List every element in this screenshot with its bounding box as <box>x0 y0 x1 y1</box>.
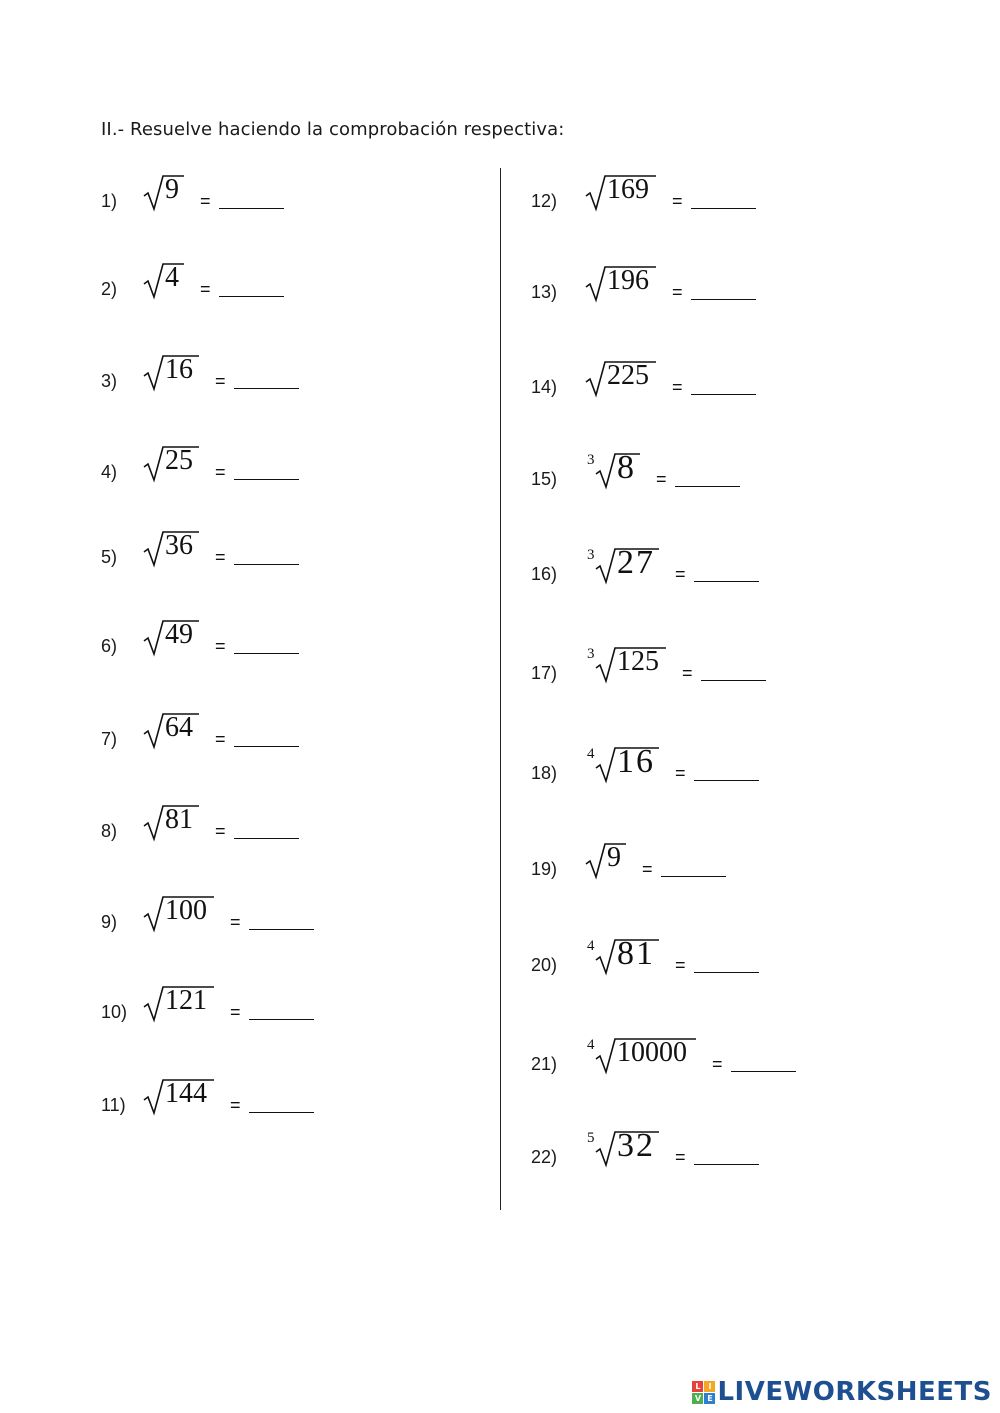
answer-area <box>675 763 759 784</box>
root-index: 4 <box>587 746 595 762</box>
answer-area <box>215 636 299 657</box>
answer-blank[interactable] <box>701 664 766 681</box>
radical-expression <box>585 263 658 303</box>
answer-area <box>215 729 299 750</box>
radicand: 16 <box>165 354 193 385</box>
exercise-item <box>531 738 831 788</box>
radicand: 81 <box>165 804 193 835</box>
answer-blank[interactable] <box>249 1003 314 1020</box>
radicand: 196 <box>607 265 649 296</box>
logo-mark-icon: L I V E <box>692 1381 715 1404</box>
answer-area <box>712 1054 796 1075</box>
answer-area <box>675 1147 759 1168</box>
radicand: 16 <box>617 743 655 780</box>
radicand: 4 <box>165 262 179 293</box>
radicand: 64 <box>165 712 193 743</box>
radical-expression <box>143 528 201 568</box>
answer-area <box>215 462 299 483</box>
equals-sign: = <box>215 821 226 841</box>
equals-sign: = <box>672 282 683 302</box>
exercise-number: 1) <box>101 191 118 211</box>
answer-area <box>672 282 756 303</box>
radical-expression <box>143 443 201 483</box>
answer-blank[interactable] <box>249 1096 314 1113</box>
answer-area <box>682 663 766 684</box>
exercise-number: 16) <box>531 564 558 584</box>
radicand: 121 <box>165 985 207 1016</box>
exercise-item <box>101 977 401 1027</box>
root-index: 3 <box>587 646 595 662</box>
equals-sign: = <box>675 1147 686 1167</box>
radicand: 49 <box>165 619 193 650</box>
exercise-number: 6) <box>101 636 118 656</box>
equals-sign: = <box>675 763 686 783</box>
exercise-number: 4) <box>101 462 118 482</box>
exercise-number: 13) <box>531 282 558 302</box>
exercise-number: 14) <box>531 377 558 397</box>
exercise-number: 17) <box>531 663 558 683</box>
equals-sign: = <box>215 371 226 391</box>
exercise-item <box>531 834 831 884</box>
exercise-item <box>531 1122 831 1172</box>
exercise-item <box>531 444 831 494</box>
equals-sign: = <box>215 729 226 749</box>
equals-sign: = <box>642 859 653 879</box>
root-index: 4 <box>587 938 595 954</box>
radical-expression <box>143 260 186 300</box>
answer-blank[interactable] <box>234 637 299 654</box>
answer-area <box>672 377 756 398</box>
exercise-item <box>531 638 831 688</box>
radicand: 144 <box>165 1078 207 1109</box>
answer-area <box>200 191 284 212</box>
radicand: 32 <box>617 1127 655 1164</box>
answer-blank[interactable] <box>234 822 299 839</box>
radical-expression <box>143 1076 216 1116</box>
answer-area <box>230 1002 314 1023</box>
answer-blank[interactable] <box>691 378 756 395</box>
root-index: 3 <box>587 452 595 468</box>
radicand: 25 <box>165 445 193 476</box>
answer-area <box>215 547 299 568</box>
answer-area <box>215 821 299 842</box>
exercise-item <box>101 522 401 572</box>
radical-expression <box>143 617 201 657</box>
answer-blank[interactable] <box>234 730 299 747</box>
answer-blank[interactable] <box>694 1148 759 1165</box>
radical-expression <box>587 1128 661 1168</box>
exercise-item <box>101 704 401 754</box>
radical-expression <box>585 358 658 398</box>
exercise-item <box>101 796 401 846</box>
exercise-item <box>101 346 401 396</box>
exercise-item <box>531 1029 831 1079</box>
radical-expression <box>587 1035 698 1075</box>
radical-expression <box>143 710 201 750</box>
answer-blank[interactable] <box>694 764 759 781</box>
exercise-item <box>101 611 401 661</box>
column-divider <box>500 168 501 1210</box>
radical-expression <box>587 644 668 684</box>
equals-sign: = <box>682 663 693 683</box>
radicand: 10000 <box>617 1037 687 1068</box>
answer-blank[interactable] <box>249 913 314 930</box>
answer-blank[interactable] <box>219 280 284 297</box>
radical-expression <box>587 545 661 585</box>
exercise-number: 5) <box>101 547 118 567</box>
equals-sign: = <box>656 469 667 489</box>
exercise-item <box>101 254 401 304</box>
equals-sign: = <box>230 912 241 932</box>
exercise-number: 21) <box>531 1054 558 1074</box>
answer-blank[interactable] <box>219 192 284 209</box>
equals-sign: = <box>675 955 686 975</box>
answer-area <box>230 912 314 933</box>
exercise-item <box>531 352 831 402</box>
answer-area <box>200 279 284 300</box>
answer-blank[interactable] <box>691 283 756 300</box>
radicand: 9 <box>607 842 621 873</box>
exercise-item <box>101 887 401 937</box>
exercise-item <box>101 166 401 216</box>
exercise-item <box>531 257 831 307</box>
radical-expression <box>585 840 628 880</box>
exercise-number: 12) <box>531 191 558 211</box>
radical-expression <box>143 172 186 212</box>
answer-area <box>656 469 740 490</box>
radicand: 225 <box>607 360 649 391</box>
exercise-number: 18) <box>531 763 558 783</box>
exercise-number: 2) <box>101 279 118 299</box>
equals-sign: = <box>215 462 226 482</box>
exercise-number: 22) <box>531 1147 558 1167</box>
radicand: 81 <box>617 935 655 972</box>
exercise-item <box>531 166 831 216</box>
radicand: 100 <box>165 895 207 926</box>
equals-sign: = <box>200 191 211 211</box>
radicand: 36 <box>165 530 193 561</box>
equals-sign: = <box>675 564 686 584</box>
radical-expression <box>587 744 661 784</box>
equals-sign: = <box>200 279 211 299</box>
exercise-number: 20) <box>531 955 558 975</box>
radical-expression <box>587 450 642 490</box>
radicand: 8 <box>617 449 636 486</box>
answer-blank[interactable] <box>731 1055 796 1072</box>
answer-blank[interactable] <box>694 956 759 973</box>
answer-area <box>642 859 726 880</box>
equals-sign: = <box>215 636 226 656</box>
radical-expression <box>143 352 201 392</box>
answer-area <box>675 955 759 976</box>
exercise-number: 3) <box>101 371 118 391</box>
instruction-text: II.- Resuelve haciendo la comprobación respectiva: <box>101 119 565 140</box>
exercise-item <box>531 930 831 980</box>
answer-area <box>230 1095 314 1116</box>
answer-blank[interactable] <box>234 372 299 389</box>
answer-blank[interactable] <box>234 463 299 480</box>
exercise-number: 15) <box>531 469 558 489</box>
answer-blank[interactable] <box>661 860 726 877</box>
answer-blank[interactable] <box>694 565 759 582</box>
answer-blank[interactable] <box>675 470 740 487</box>
equals-sign: = <box>230 1002 241 1022</box>
radicand: 125 <box>617 646 659 677</box>
exercise-item <box>531 539 831 589</box>
equals-sign: = <box>672 377 683 397</box>
radical-expression <box>143 802 201 842</box>
exercise-number: 9) <box>101 912 118 932</box>
root-index: 5 <box>587 1130 595 1146</box>
exercise-number: 19) <box>531 859 558 879</box>
answer-area <box>675 564 759 585</box>
equals-sign: = <box>215 547 226 567</box>
exercise-item <box>101 1070 401 1120</box>
radical-expression <box>143 893 216 933</box>
root-index: 3 <box>587 547 595 563</box>
liveworksheets-logo <box>692 1377 992 1407</box>
radical-expression <box>143 983 216 1023</box>
equals-sign: = <box>712 1054 723 1074</box>
root-index: 4 <box>587 1037 595 1053</box>
equals-sign: = <box>230 1095 241 1115</box>
exercise-number: 11) <box>101 1095 126 1115</box>
exercise-number: 8) <box>101 821 118 841</box>
radicand: 27 <box>617 544 655 581</box>
answer-area <box>215 371 299 392</box>
exercise-item <box>101 437 401 487</box>
answer-area <box>672 191 756 212</box>
logo-text: LIVEWORKSHEETS <box>717 1377 992 1407</box>
equals-sign: = <box>672 191 683 211</box>
answer-blank[interactable] <box>691 192 756 209</box>
exercise-number: 10) <box>101 1002 128 1022</box>
radical-expression <box>587 936 661 976</box>
exercise-number: 7) <box>101 729 118 749</box>
radicand: 9 <box>165 174 179 205</box>
radicand: 169 <box>607 174 649 205</box>
answer-blank[interactable] <box>234 548 299 565</box>
radical-expression <box>585 172 658 212</box>
